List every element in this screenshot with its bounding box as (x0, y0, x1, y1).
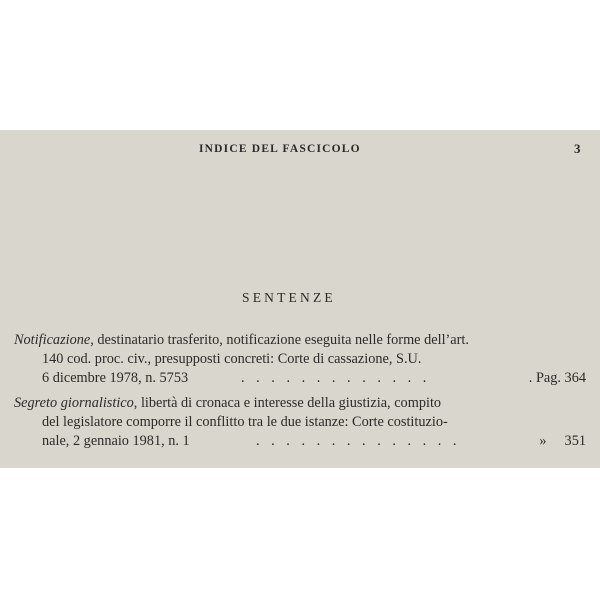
book-page (0, 130, 600, 468)
entry-citation: 6 dicembre 1978, n. 5753 (42, 370, 189, 386)
entry-text: , libertà di cronaca e interesse della giustizia, compito (133, 395, 442, 411)
entry-text: , destinatario trasferito, notificazione eseguita nelle forme dell’art. (90, 332, 469, 348)
leader-dots: . . . . . . . . . . . . . (241, 370, 431, 386)
entry-line (14, 350, 586, 369)
ditto-mark: » (539, 433, 547, 449)
entry-line (14, 432, 586, 451)
entry-citation: nale, 2 gennaio 1981, n. 1 (42, 433, 190, 449)
page-reference (539, 432, 586, 451)
entry-text: del legislatore comporre il conflitto tra le due istanze: Corte costituzio- (42, 414, 448, 430)
entry-subject: Notificazione (14, 332, 91, 348)
entry-text: 140 cod. proc. civ., presupposti concreti: Corte di cassazione, S.U. (42, 351, 422, 367)
page-number: 3 (574, 141, 581, 156)
entry-line (14, 331, 586, 350)
running-head: INDICE DEL FASCICOLO (199, 143, 361, 155)
index-entry (14, 394, 586, 451)
index-entry (14, 331, 586, 388)
page-reference: . Pag. 364 (528, 370, 586, 386)
entry-subject: Segreto giornalistico (14, 395, 134, 411)
leader-dots: . . . . . . . . . . . . . . (256, 433, 461, 449)
entry-line (14, 413, 586, 432)
page-number-ref: 351 (564, 433, 586, 449)
entry-line (14, 369, 586, 388)
section-title: SENTENZE (242, 290, 336, 305)
entry-line (14, 394, 586, 413)
